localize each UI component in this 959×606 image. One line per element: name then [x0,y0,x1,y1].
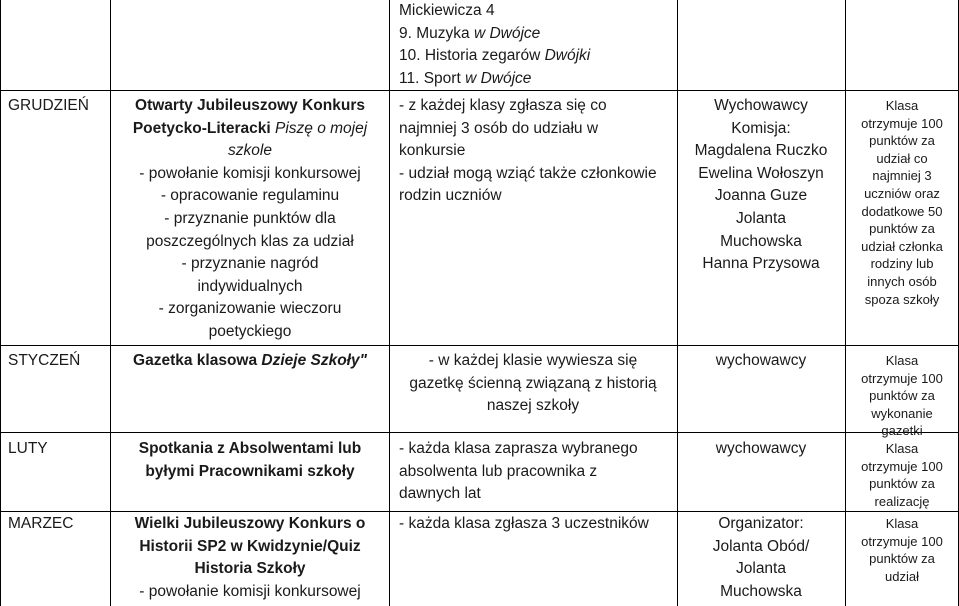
month-label: GRUDZIEŃ [8,97,89,114]
responsible-line: Jolanta Obód/ [712,537,810,555]
text-line: 11. Sport w Dwójce [399,69,532,87]
rules-line: - każda klasa zgłasza 3 uczestników [399,515,649,532]
rules-line: - udział mogą wziąć także członkowie [399,164,657,182]
rules-cell [392,350,674,418]
text-line: 10. Historia zegarów Dwójki [399,47,591,65]
points-line: realizację [874,493,930,509]
points-line: najmniej 3 [872,168,932,184]
event-title: byłymi Pracownikami szkoły [145,462,355,480]
responsible-cell [680,95,842,276]
event-item: poszczególnych klas za udział [146,232,354,250]
points-line: Klasa [885,516,919,531]
event-item: - powołanie komisji konkursowej [139,164,361,182]
rules-line: konkursie [399,142,466,160]
points-cell [848,515,956,585]
points-line: punktów za [869,551,935,567]
event-item: - zorganizowanie wieczoru [158,300,342,318]
rules-line: rodzin uczniów [399,187,502,205]
event-title: Gazetka klasowa Dzieje Szkoły" [133,352,367,369]
points-line: otrzymuje 100 [861,458,943,474]
event-item: - opracowanie regulaminu [160,187,340,205]
rules-line: najmniej 3 osób do udziału w [399,119,599,137]
event-title: Historii SP2 w Kwidzynie/Quiz [139,537,361,555]
points-line: spoza szkoły [864,291,940,307]
points-line: punktów za [869,133,935,149]
points-line: punktów za [869,221,935,237]
event-cell [114,95,386,344]
points-cell [848,440,956,510]
points-line: otrzymuje 100 [861,370,943,386]
points-line: Klasa [885,98,919,113]
responsible-line: Magdalena Ruczko [694,142,828,160]
responsible-line: Organizator: [718,515,804,532]
event-title: szkole [228,142,272,160]
responsible-line: Muchowska [720,232,802,250]
text-line: 9. Muzyka w Dwójce [399,24,541,42]
points-line: gazetki [881,423,923,439]
responsible-line: wychowawcy [715,352,807,369]
points-line: innych osób [867,273,937,289]
rules-line: - z każdej klasy zgłasza się co [399,97,607,114]
points-line: dodatkowe 50 [861,203,943,219]
responsible-line: wychowawcy [715,440,807,457]
points-line: udział członka [861,238,943,254]
points-line: otrzymuje 100 [861,115,943,131]
event-item: - przyznanie nagród [181,255,319,273]
event-title: Otwarty Jubileuszowy Konkurs [135,97,365,114]
responsible-line: Muchowska [720,582,802,600]
event-title: Historia Szkoły [194,560,306,578]
month-label: LUTY [8,440,48,457]
event-cell [114,513,386,603]
points-line: wykonanie [871,405,933,421]
rules-cell [399,95,657,208]
event-cell [114,438,386,483]
event-item: poetyckiego [208,322,292,340]
rules-line: naszej szkoły [486,397,580,415]
responsible-line: Wychowawcy [714,97,808,114]
points-line: Klasa [885,441,919,456]
points-line: udział [885,568,919,584]
responsible-cell [680,438,842,461]
rules-line: gazetkę ścienną związaną z historią [409,374,657,392]
event-item: - przyznanie punktów dla [164,209,336,227]
responsible-line: Joanna Guze [714,187,808,205]
responsible-line: Jolanta [736,209,786,227]
responsible-line: Hanna Przysowa [702,255,820,273]
points-line: udział co [876,150,928,166]
responsible-line: Jolanta [736,560,786,578]
event-item: - powołanie komisji konkursowej [139,582,361,600]
event-title: Spotkania z Absolwentami lub [138,440,362,457]
points-line: Klasa [885,353,919,368]
event-title: Wielki Jubileuszowy Konkurs o [134,515,366,532]
row-divider [0,511,959,512]
event-title: Poetycko-Literacki Piszę o mojej [132,119,368,137]
responsible-cell [680,513,842,603]
row-divider [0,432,959,433]
row-divider [0,345,959,346]
rules-continuation [399,0,590,90]
month-cell [8,350,80,373]
month-cell [8,513,73,536]
responsible-line: Komisja: [731,119,791,137]
points-cell [848,352,956,440]
rules-cell [399,513,649,536]
event-cell [114,350,386,373]
points-line: punktów za [869,476,935,492]
rules-line: - w każdej klasie wywiesza się [428,352,638,369]
rules-line: - każda klasa zaprasza wybranego [399,440,638,457]
rules-cell [399,438,638,506]
responsible-cell [680,350,842,373]
event-item: indywidualnych [197,277,303,295]
points-line: otrzymuje 100 [861,533,943,549]
rules-line: absolwenta lub pracownika z [399,462,598,480]
month-cell [8,438,48,461]
points-cell [848,97,956,308]
text-line: Mickiewicza 4 [399,2,495,19]
month-label: STYCZEŃ [8,352,81,369]
responsible-line: Ewelina Wołoszyn [698,164,824,182]
rules-line: dawnych lat [399,485,481,503]
month-label: MARZEC [8,515,74,532]
points-line: uczniów oraz [864,185,940,201]
points-line: punktów za [869,388,935,404]
month-cell [8,95,89,118]
points-line: rodziny lub [870,256,934,272]
